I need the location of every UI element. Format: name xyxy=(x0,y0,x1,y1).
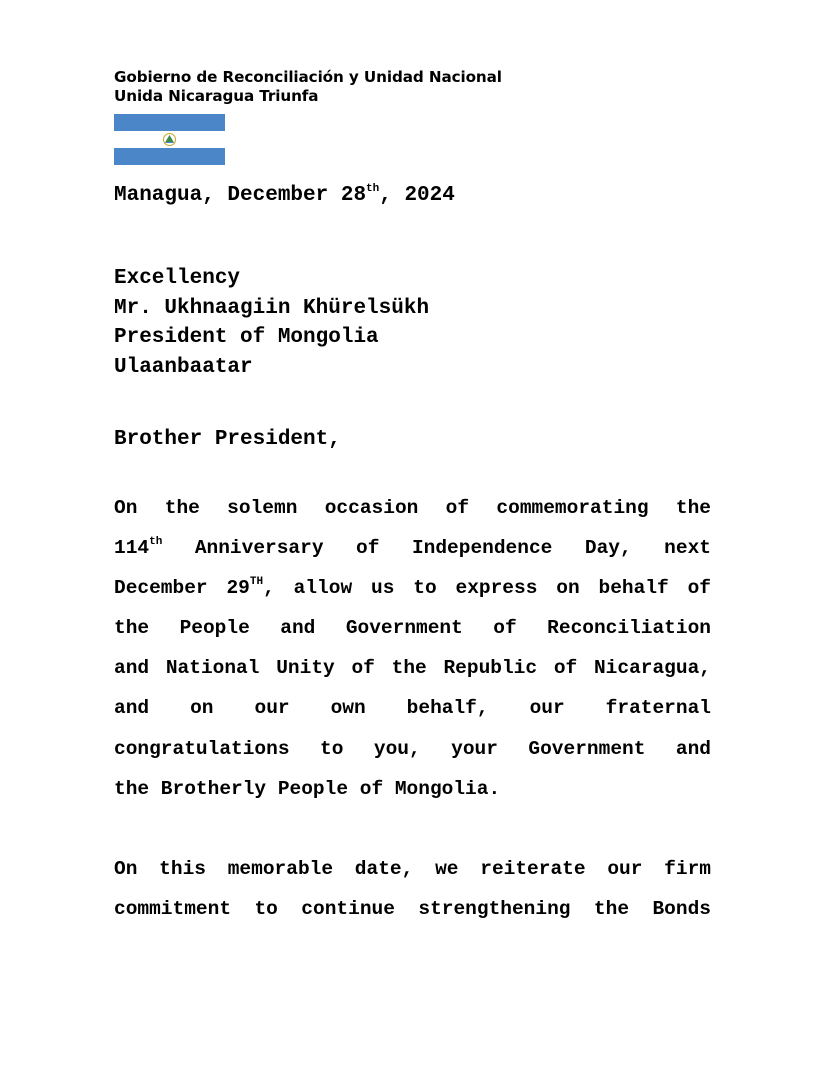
paragraph-line: and National Unity of the Republic of Nicaragua, xyxy=(114,657,711,680)
body-paragraph-1 xyxy=(114,488,711,809)
recipient-title: Excellency xyxy=(114,267,241,290)
paragraph-line: the People and Government of Reconciliation xyxy=(114,617,711,640)
paragraph-line: 114th Anniversary of Independence Day, next xyxy=(114,536,711,560)
paragraph-line: the Brotherly People of Mongolia. xyxy=(114,777,501,800)
paragraph-line: December 29TH, allow us to express on behalf of xyxy=(114,576,711,600)
recipient-position: President of Mongolia xyxy=(114,326,379,350)
letterhead xyxy=(114,68,502,106)
letter-date: Managua, December 28th, 2024 xyxy=(114,183,455,207)
recipient-city: Ulaanbaatar xyxy=(114,356,253,380)
paragraph-line: commitment to continue strengthening the Bonds xyxy=(114,898,711,921)
letterhead-government-name: Gobierno de Reconciliación y Unidad Nacional xyxy=(114,68,502,86)
paragraph-line: On the solemn occasion of commemorating the xyxy=(114,497,711,519)
body-paragraph-2 xyxy=(114,849,711,929)
salutation: Brother President, xyxy=(114,428,341,451)
paragraph-line: On this memorable date, we reiterate our firm xyxy=(114,858,711,880)
recipient-block xyxy=(114,264,429,383)
paragraph-line: congratulations to you, your Government and xyxy=(114,737,711,760)
recipient-name: Mr. Ukhnaagiin Khürelsükh xyxy=(114,296,430,320)
nicaragua-flag-icon xyxy=(114,114,225,165)
paragraph-line: and on our own behalf, our fraternal xyxy=(114,697,711,720)
letterhead-motto: Unida Nicaragua Triunfa xyxy=(114,87,319,105)
